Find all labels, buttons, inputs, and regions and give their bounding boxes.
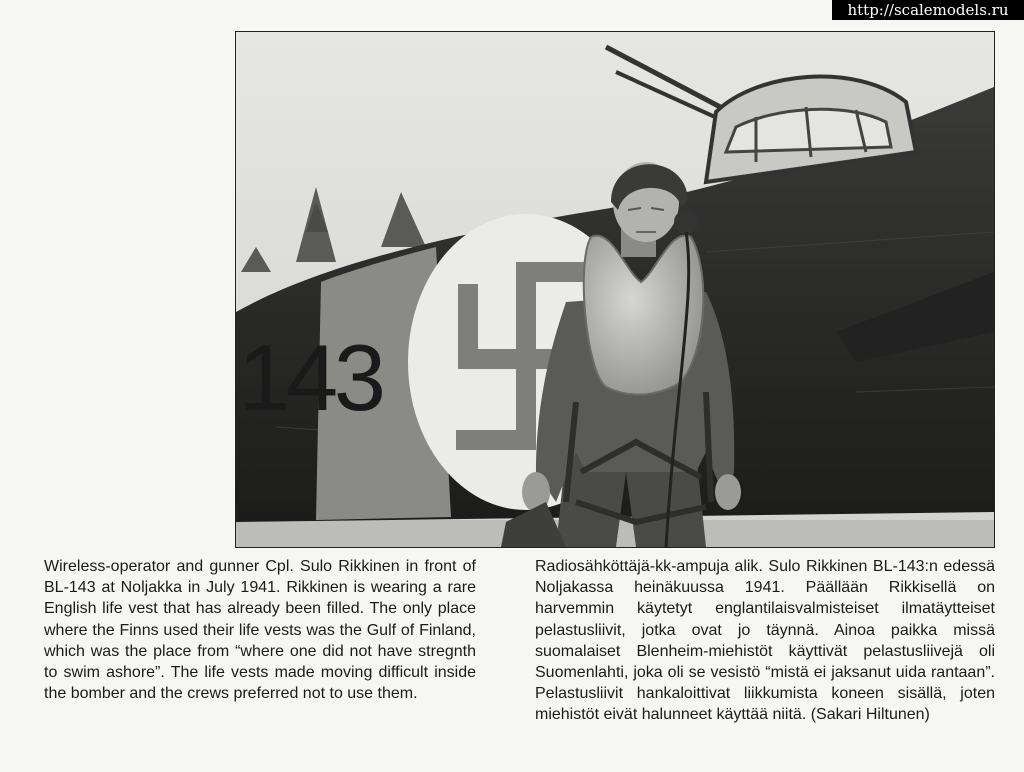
photo-illustration: [236, 32, 994, 547]
caption-finnish: Radiosähköttäjä-kk-ampuja alik. Sulo Rikkinen BL-143:n edessä Noljakassa heinäkuussa 1941. Päällään Rikkisellä on harvemmin käytetyt englantilaisvalmisteiset ilmatäytteiset pelastusliivit, jotka ovat jo täynnä. Ainoa paikka missä suomalaiset Blenheim-miehistöt käyttivät pelastusliivejä oli Suomenlahti, joka oli se vesistö “mistä ei jaksanut uida rantaan”. Pelastusliivit hankaloittivat liikkumista koneen sisällä, joten miehistöt eivät halunneet käyttää niitä. (Sakari Hiltunen): [535, 558, 995, 724]
photograph: [235, 31, 995, 548]
watermark: http://scalemodels.ru: [832, 0, 1024, 20]
caption-english: Wireless-operator and gunner Cpl. Sulo Rikkinen in front of BL-143 at Noljakka in July 1941. Rikkinen is wearing a rare English life vest that has already been filled. The only place where the Finns used their life vests was the Gulf of Finland, which was the place from “where one did not have stregnth to swim ashore”. The life vests made moving difficult inside the bomber and the crews preferred not to use them.: [44, 558, 476, 703]
aircraft-number: 143: [238, 325, 386, 430]
